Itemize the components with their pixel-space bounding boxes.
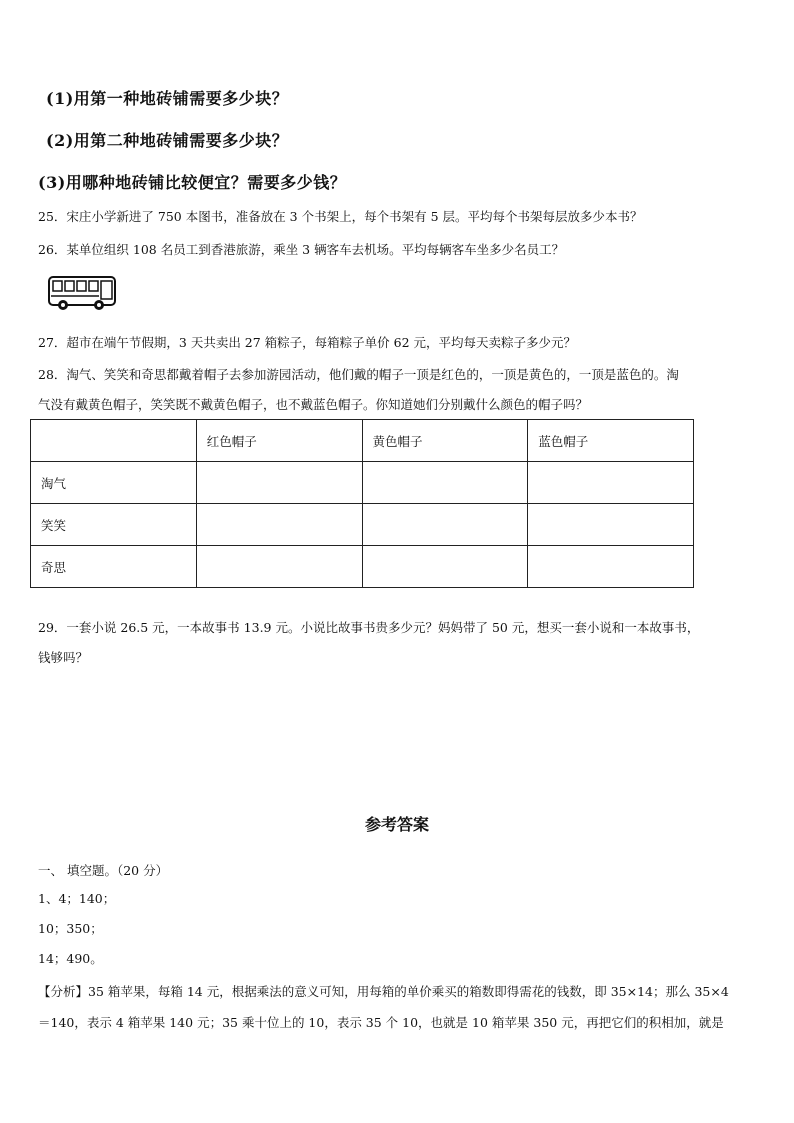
- question-27: 27．超市在端午节假期，3 天共卖出 27 箱粽子，每箱粽子单价 62 元，平均每天卖粽子多少元？: [38, 335, 577, 350]
- table-row: [31, 546, 694, 588]
- sub-question-2: (2)用第二种地砖铺需要多少块？: [46, 131, 289, 150]
- answer-line: 10；350；: [38, 921, 103, 936]
- table-cell: [528, 546, 694, 588]
- table-header-cell: 蓝色帽子: [528, 420, 694, 462]
- table-cell: [196, 504, 362, 546]
- table-cell: [528, 504, 694, 546]
- table-cell: [362, 504, 528, 546]
- sub-question-1: (1)用第一种地砖铺需要多少块？: [46, 89, 289, 108]
- table-cell: [362, 462, 528, 504]
- answers-title: 参考答案: [364, 815, 429, 834]
- hat-color-table: [30, 419, 694, 588]
- analysis-line-1: 【分析】35 箱苹果，每箱 14 元，根据乘法的意义可知，用每箱的单价乘买的箱数即得需花的钱数，即 35×14；那么 35×4: [38, 984, 729, 999]
- table-header-row: [31, 420, 694, 462]
- section-heading: 一、 填空题。（20 分）: [38, 863, 169, 878]
- sub-question-3: (3)用哪种地砖铺比较便宜？需要多少钱？: [38, 173, 347, 192]
- question-29-line-1: 29．一套小说 26.5 元，一本故事书 13.9 元。小说比故事书贵多少元？妈妈带了 50 元，想买一套小说和一本故事书，: [38, 620, 700, 635]
- table-cell: [196, 546, 362, 588]
- question-26: 26．某单位组织 108 名员工到香港旅游，乘坐 3 辆客车去机场。平均每辆客车坐多少名员工？: [38, 242, 565, 257]
- question-28-line-2: 气没有戴黄色帽子，笑笑既不戴黄色帽子，也不戴蓝色帽子。你知道她们分别戴什么颜色的帽子吗？: [38, 397, 589, 412]
- table-cell: [528, 462, 694, 504]
- table-header-cell: 黄色帽子: [362, 420, 528, 462]
- row-label: 淘气: [31, 462, 197, 504]
- table-cell: [362, 546, 528, 588]
- row-label: 笑笑: [31, 504, 197, 546]
- question-28-line-1: 28．淘气、笑笑和奇思都戴着帽子去参加游园活动，他们戴的帽子一顶是红色的，一顶是黄色的，一顶是蓝色的。淘: [38, 367, 679, 382]
- table-header-cell: 红色帽子: [196, 420, 362, 462]
- bus-icon: [47, 274, 117, 312]
- table-row: [31, 462, 694, 504]
- table-row: [31, 504, 694, 546]
- table-header-cell: [31, 420, 197, 462]
- table-cell: [196, 462, 362, 504]
- row-label: 奇思: [31, 546, 197, 588]
- question-25: 25．宋庄小学新进了 750 本图书，准备放在 3 个书架上，每个书架有 5 层。平均每个书架每层放多少本书？: [38, 209, 643, 224]
- analysis-line-2: ＝140，表示 4 箱苹果 140 元；35 乘十位上的 10，表示 35 个 10，也就是 10 箱苹果 350 元，再把它们的积相加，就是: [38, 1015, 724, 1030]
- question-29-line-2: 钱够吗？: [38, 650, 89, 665]
- answer-line: 14；490。: [38, 951, 103, 966]
- answer-line: 1、4；140；: [38, 891, 116, 906]
